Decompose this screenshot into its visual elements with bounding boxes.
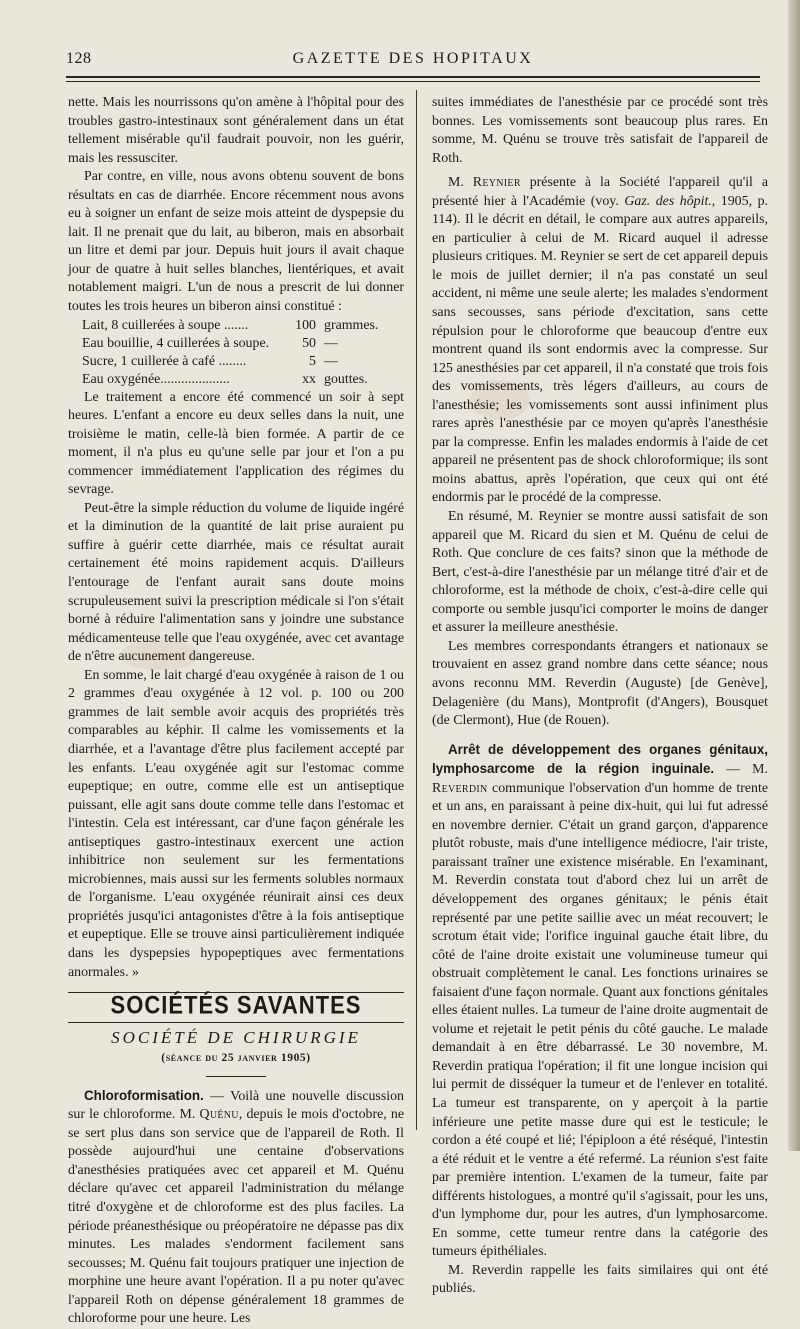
prescription-unit: gouttes.: [324, 371, 368, 387]
section-header: [68, 992, 404, 1023]
header-rule-thin: [66, 81, 760, 82]
prescription-row: [82, 335, 382, 353]
prescription-item: Sucre, 1 cuillerée à café ........: [82, 353, 247, 369]
prescription-qty: 5: [309, 353, 316, 369]
citation: Gaz. des hôpit.: [624, 193, 712, 209]
right-column: [432, 94, 768, 1299]
text-run: — Voilà une nouvelle discussion sur le chloroforme. M.: [68, 1088, 404, 1123]
paragraph: En somme, le lait chargé d'eau oxygénée à raison de 1 ou 2 grammes d'eau oxygénée à 12 vol. p. 100 ou 200 grammes de lait semble avoir acquis des propriétés très comparables au képhir. Il calme les vomissements et la diarrhée, et a l'avantage d'être plus facilement accepté par les enfants. L'eau oxygénée agit sur l'estomac comme eupeptique; en outre, comme elle est un antiseptique puissant, elle agit sans doute comme telle dans l'estomac et l'intestin. Cela est intéressant, car d'une façon générale les antiseptiques gastro-intestinaux exercent une action inhibitrice non seulement sur les fermentations microbiennes, mais aussi sur les ferments solubles normaux de l'organisme. L'eau oxygénée réunirait ainsi ces deux propriétés jusqu'ici antagonistes d'être à la fois antiseptique et eupeptique. Elle se trouve ainsi particulièrement indiquée dans les dyspepsies hypopeptiques avec fermentations anormales. »: [68, 667, 404, 980]
prescription-row: [82, 317, 382, 335]
left-column: [68, 94, 404, 1329]
column-divider: [416, 90, 417, 1130]
session-date: (séance du 25 janvier 1905): [161, 1052, 311, 1065]
paragraph: [68, 1087, 404, 1329]
paragraph: [432, 741, 768, 1262]
text-run: M.: [448, 175, 473, 191]
page-number: 128: [66, 50, 92, 67]
header-rule-thick: [66, 76, 760, 78]
prescription-qty: 50: [302, 335, 316, 351]
article-heading: Chloroformisation.: [84, 1087, 204, 1103]
society-title: SOCIÉTÉ DE CHIRURGIE: [111, 1027, 361, 1047]
text-run: , depuis le mois d'octobre, ne se sert plus dans son service que de l'appareil de Roth. Il possède aujourd'hui une centaine d'observations d'anesthésies pratiquées avec cet appareil et M. Quénu déclare qu'avec cet appareil l'administration du mélange titré d'oxygène et de chloroforme est des plus faciles. La période préanesthésique ou préopératoire ne dépasse pas dix minutes. Les malades s'endorment facilement sans secousses; M. Quénu fait toujours pratiquer une injection de morphine une heure avant l'opération. Il a pu noter qu'avec l'appareil Roth on dépense généralement 18 grammes de chloroforme pour une heure. Les: [68, 1107, 404, 1327]
prescription-qty: 100: [295, 317, 316, 333]
text-run: présente à la Société l'appareil qu'il a présenté hier à l'Académie (voy.: [432, 175, 769, 209]
paragraph: suites immédiates de l'anesthésie par ce procédé sont très bonnes. Les vomissements sont beaucoup plus rares. En somme, M. Quénu se trouve très satisfait de l'appareil de Roth.: [432, 95, 768, 166]
text-run: , 1905, p. 114). Il le décrit en détail, le compare aux autres appareils, en particulier à celui de M. Ricard auquel il adresse plusieurs critiques. M. Reynier se sert de cet appareil depuis le mois de juillet dernier; il n'a pas constaté un seul accident, ni même une seule alerte; les malades s'endorment sans secousses, sans période d'excitation, sans cette répulsion pour le chloroforme que beaucoup d'entre eux montrent quand ils sont endormis avec la compresse. Sur 125 anesthésies par cet appareil, il n'a constaté que trois fois des vomissements, très légers d'ailleurs, au cours de l'anesthésie; les vomissements sont aussi infiniment plus rares après l'anesthésie par ce moyen qu'après l'anesthésie par la compresse. Enfin les malades endormis à l'aide de cet appareil ne présentent pas de shock chloroformique; ils sont moins abattus, après l'opération, que ceux qui ont été endormis par le procédé de la compresse.: [432, 193, 768, 506]
author-name: Reverdin: [432, 780, 488, 796]
paragraph: M. Reverdin rappelle les faits similaires qui ont été publiés.: [432, 1262, 768, 1297]
paragraph: Par contre, en ville, nous avons obtenu souvent de bons résultats en cas de diarrhée. Encore récemment nous avons eu à soigner un enfant de seize mois atteint de dyspepsie du lait. Il ne prenait que du lait, au biberon, mais en absorbait un litre et demi par jour. Depuis huit jours il avait chaque jour de quatre à huit selles blanches, lientériques, et avait notablement maigri. L'un de nous a prescrit de lui donner toutes les trois heures un biberon ainsi constitué :: [68, 169, 404, 315]
prescription-qty: xx: [302, 371, 316, 387]
paragraph: En résumé, M. Reynier se montre aussi satisfait de son appareil que M. Ricard du sien et M. Quénu de celui de Roth. Que conclure de ces faits? sinon que la méthode de Bert, c'est-à-dire l'anesthésie par un mélange titré d'air et de chloroforme, est la méthode de choix, c'est-à-dire celle qui comporte ou semble jusqu'ici comporter le moins de danger et assurer la meilleure anesthésie.: [432, 509, 768, 636]
prescription-unit: —: [324, 353, 338, 369]
prescription-item: Lait, 8 cuillerées à soupe .......: [82, 317, 249, 333]
prescription-list: [82, 317, 382, 389]
author-name: Reynier: [472, 175, 521, 191]
prescription-unit: grammes.: [324, 317, 379, 333]
prescription-unit: —: [324, 335, 338, 351]
author-name: Quénu: [199, 1107, 239, 1123]
prescription-row: [82, 371, 382, 389]
paragraph: Les membres correspondants étrangers et nationaux se trouvaient en assez grand nombre dans cette séance; nous avons reconnu MM. Reverdin (Auguste) [de Genève], Delagenière (du Mans), Montprofit (d'Angers), Bousquet (de Clermont), Hue (de Rouen).: [432, 638, 768, 729]
page-header: [66, 50, 760, 72]
paragraph: [432, 174, 768, 508]
running-title: GAZETTE DES HOPITAUX: [292, 50, 534, 67]
prescription-item: Eau bouillie, 4 cuillerées à soupe.: [82, 335, 270, 351]
paragraph: nette. Mais les nourrissons qu'on amène à l'hôpital pour des troubles gastro-intestinaux sont généralement dans un état tellement misérable qu'il faudrait pouvoir, non les guérir, mais les ressusciter.: [68, 95, 404, 166]
short-rule: [206, 1076, 266, 1077]
paragraph: Le traitement a encore été commencé un soir à sept heures. L'enfant a encore eu deux selles dans la nuit, une troisième le matin, celle-là bien formée. A partir de ce moment, il n'a plus eu qu'une selle par jour et l'on a pu commencer immédiatement l'application des régimes du sevrage.: [68, 389, 404, 498]
text-run: — M.: [714, 762, 768, 778]
text-run: communique l'observation d'un homme de trente et un ans, en paraissant à peine dix-huit, qui lui fut adressé en novembre dernier. C'était un grand garçon, d'apparence plutôt robuste, mais d'une intelligence médiocre, l'air triste, paraissant traîner une existence misérable. En l'examinant, M. Reverdin constata tout d'abord chez lui un arrêt de développement des organes génitaux; le pénis était représenté par une petite saillie avec un méat recouvert; le scrotum était vide; l'orifice inguinal gauche était libre, du côté de l'aine droite existait une volumineuse tumeur qui obstruait complètement le canal. Les fonctions urinaires se faisaient d'une façon normale. Quant aux fonctions génitales elles étaient nulles. La tumeur de l'aine droite augmentait de volume et rejetait le petit pénis du côté gauche. Le malade demandait à en être débarrassé. Le 30 novembre, M. Reverdin pratiqua l'opération; il fit une longue incision qui lui permit de disséquer la tumeur et de l'enlever en totalité. La tumeur est transparente, on y aperçoit à la partie inférieure une petite masse dure qui est le testicule; le cordon a été coupé et lié; l'épiploon a été réséqué, l'intestin a été réduit et le ventre a été refermé. La réunion s'est faite par première intention. L'examen de la tumeur, faite par différents histologues, a montré qu'il s'agissait, pour les uns, d'un lymphome dur, pour les autres, d'un lymphosarcome. En somme, cette tumeur rentre dans la catégorie des tumeurs épithéliales.: [432, 780, 768, 1260]
prescription-row: [82, 353, 382, 371]
prescription-item: Eau oxygénée....................: [82, 371, 230, 387]
paragraph: Peut-être la simple réduction du volume de liquide ingéré et la diminution de la quantité de lait prise auraient pu suffire à guérir cette diarrhée, mais ce résultat aurait certainement été moins rapidement acquis. D'ailleurs l'entourage de l'enfant aurait sans doute moins scrupuleusement suivi la prescription médicale si l'on s'était borné à réduire l'alimentation sans y joindre une substance médicamenteuse telle que l'eau oxygénée, avec cet avantage de n'être aucunement dangereuse.: [68, 500, 404, 665]
page-edge-shadow: [788, 0, 800, 1151]
article-heading: Arrêt de développement des organes génitaux, lymphosarcome de la région inguinale.: [432, 741, 768, 777]
section-title: SOCIÉTÉS SAVANTES: [110, 991, 362, 1020]
